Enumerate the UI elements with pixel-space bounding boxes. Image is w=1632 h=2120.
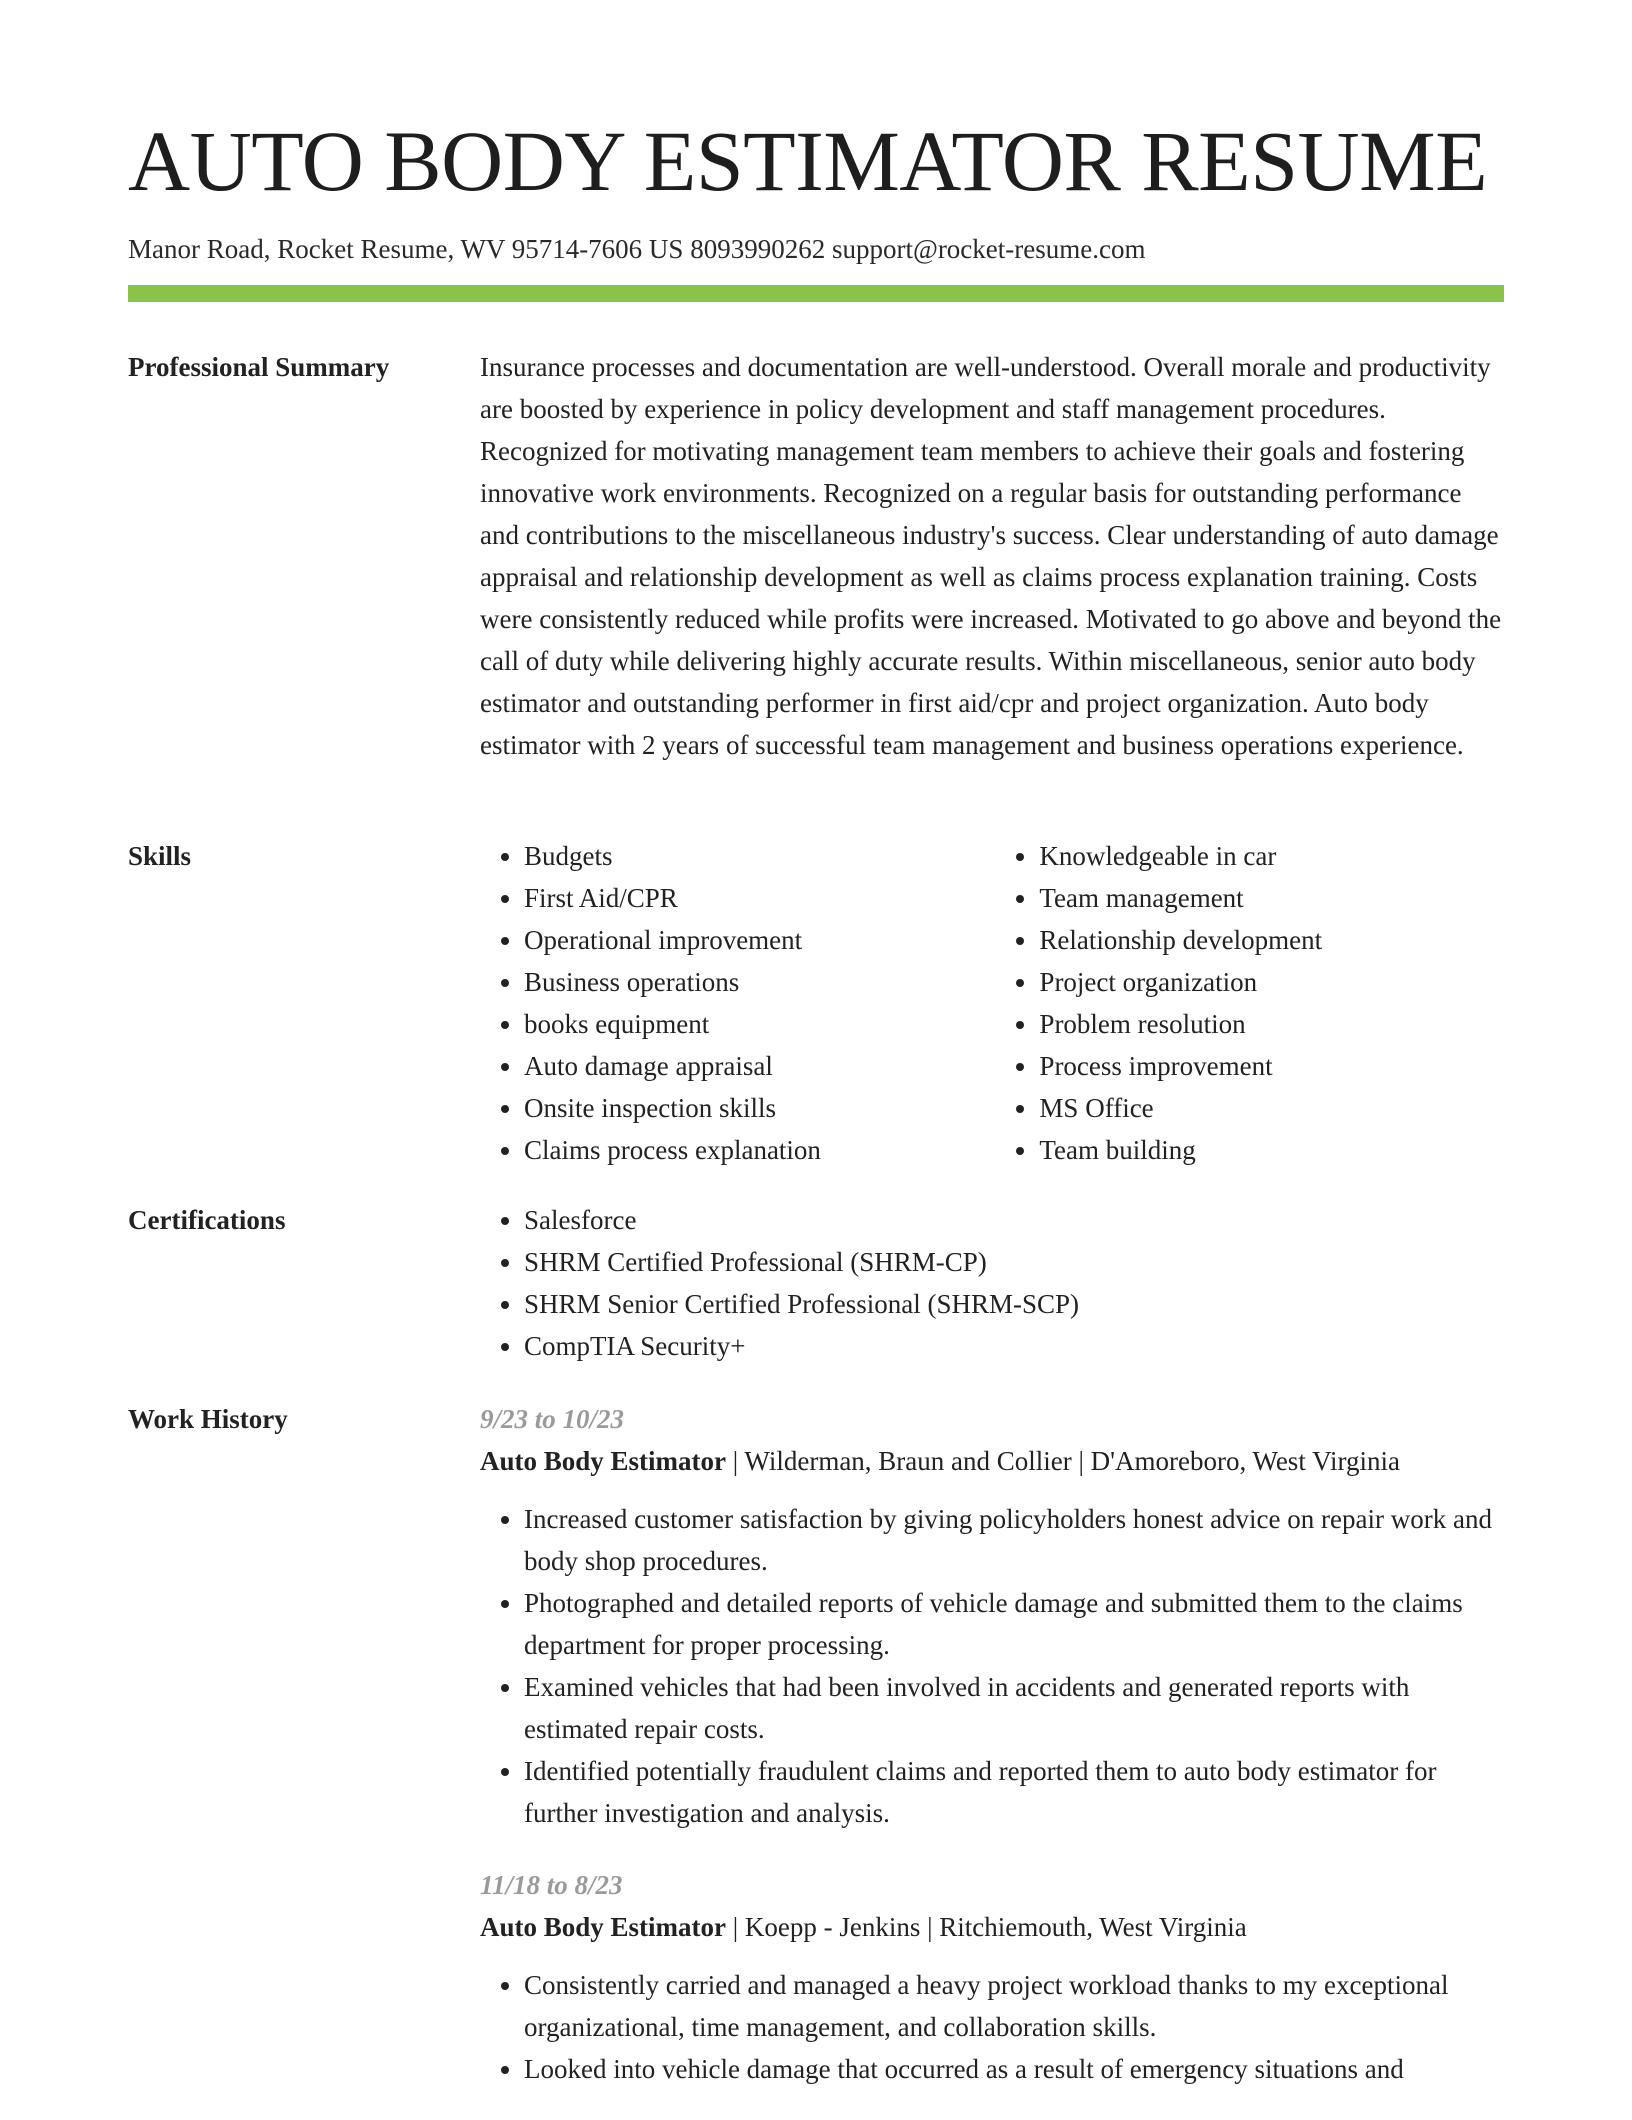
skill-item: • Business operations [524,961,951,1003]
work-history-body [480,1398,1504,2120]
job-entry [480,1398,1504,1834]
skill-item: • MS Office [1039,1087,1504,1129]
certifications-body [480,1199,1504,1367]
job-entry [480,1864,1504,2090]
job-bullets [480,1498,1504,1834]
skill-item: • Team management [1039,877,1504,919]
section-label-certifications: Certifications [128,1205,286,1235]
skill-item: • Auto damage appraisal [524,1045,951,1087]
skill-item: • Project organization [1039,961,1504,1003]
certification-item: • SHRM Senior Certified Professional (SHRM-SCP) [524,1283,1504,1325]
skill-item: • Budgets [524,835,951,877]
accent-divider [128,285,1504,302]
job-bullet: • Looked into vehicle damage that occurred as a result of emergency situations and [524,2048,1504,2090]
skill-item: • Relationship development [1039,919,1504,961]
job-bullet: • Consistently carried and managed a heavy project workload thanks to my exceptional organizational, time management, and collaboration skills. [524,1964,1504,2048]
page-title: AUTO BODY ESTIMATOR RESUME [128,113,1488,209]
job-bullet: • Identified potentially fraudulent claims and reported them to auto body estimator for further investigation and analysis. [524,1750,1504,1834]
job-bullets [480,1964,1504,2090]
job-bullet: • Examined vehicles that had been involved in accidents and generated reports with estimated repair costs. [524,1666,1504,1750]
contact-line: Manor Road, Rocket Resume, WV 95714-7606 US 8093990262 support@rocket-resume.com [128,234,1146,264]
skill-item: • Operational improvement [524,919,951,961]
skills-body [480,835,1504,1171]
job-bullet: • Increased customer satisfaction by giving policyholders honest advice on repair work and body shop procedures. [524,1498,1504,1582]
skill-item: • Process improvement [1039,1045,1504,1087]
job-title: Auto Body Estimator [480,1446,727,1476]
section-label-work-history: Work History [128,1404,288,1434]
job-heading [480,1906,1504,1948]
job-title: Auto Body Estimator [480,1912,727,1942]
certification-item: • SHRM Certified Professional (SHRM-CP) [524,1241,1504,1283]
job-bullet: • Photographed and detailed reports of vehicle damage and submitted them to the claims department for proper processing. [524,1582,1504,1666]
skill-item: • First Aid/CPR [524,877,951,919]
skills-list-right [995,835,1504,1171]
skill-item: • Claims process explanation [524,1129,951,1171]
summary-text: Insurance processes and documentation are well-understood. Overall morale and productivity are boosted by experience in policy development and staff management procedures. Recognized for motivating management team members to achieve their goals and fostering innovative work environments. Recognized on a regular basis for outstanding performance and contributions to the miscellaneous industry's success. Clear understanding of auto damage appraisal and relationship development as well as claims process explanation training. Costs were consistently reduced while profits were increased. Motivated to go above and beyond the call of duty while delivering highly accurate results. Within miscellaneous, senior auto body estimator and outstanding performer in first aid/cpr and project organization. Auto body estimator with 2 years of successful team management and business operations experience. [480,352,1502,760]
summary-body [480,346,1504,766]
certification-item: • CompTIA Security+ [524,1325,1504,1367]
job-heading [480,1440,1504,1482]
skill-item: • Problem resolution [1039,1003,1504,1045]
job-details: | Koepp - Jenkins | Ritchiemouth, West Virginia [726,1912,1247,1942]
job-details: | Wilderman, Braun and Collier | D'Amoreboro, West Virginia [726,1446,1400,1476]
skills-list-left [480,835,951,1171]
job-dates: 9/23 to 10/23 [480,1404,625,1434]
skill-item: • books equipment [524,1003,951,1045]
skill-item: • Onsite inspection skills [524,1087,951,1129]
job-dates: 11/18 to 8/23 [480,1870,623,1900]
skills-columns [480,835,1504,1171]
section-label-summary: Professional Summary [128,352,390,382]
certification-item: • Salesforce [524,1199,1504,1241]
certifications-list [480,1199,1504,1367]
section-label-skills: Skills [128,841,192,871]
skill-item: • Knowledgeable in car [1039,835,1504,877]
skill-item: • Team building [1039,1129,1504,1171]
